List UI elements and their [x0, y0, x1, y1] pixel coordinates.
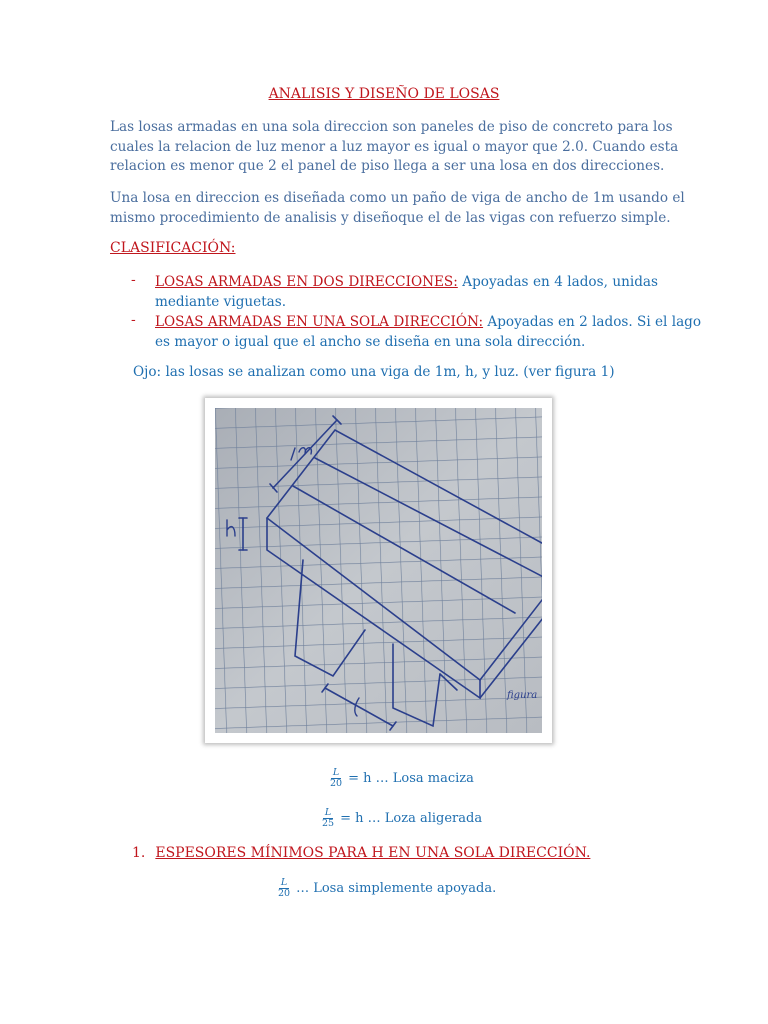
- formula-text: … Losa simplemente apoyada.: [296, 881, 497, 896]
- bullet-line: [155, 312, 702, 332]
- fraction-numerator: L: [324, 807, 332, 818]
- slab-sketch-drawing: [215, 408, 542, 733]
- bullet-line: es mayor o igual que el ancho se diseña en una sola dirección.: [155, 334, 586, 350]
- section-espesores-minimos: [132, 845, 590, 861]
- paragraph-definition: [110, 189, 685, 228]
- figure-1-slab-sketch: [205, 398, 552, 743]
- bullet-item-dos-direcciones: [155, 272, 658, 312]
- fraction-denominator: 25: [322, 818, 335, 829]
- fraction-numerator: L: [280, 877, 288, 888]
- bullet-description: Apoyadas en 2 lados. Si el lago: [483, 314, 702, 330]
- formula-losa-maciza: [328, 768, 474, 789]
- fraction: [320, 808, 336, 829]
- bullet-label: LOSAS ARMADAS EN UNA SOLA DIRECCIÓN:: [155, 314, 484, 330]
- paragraph-line: Las losas armadas en una sola direccion son paneles de piso de concreto para los: [110, 119, 673, 135]
- paragraph-intro: [110, 118, 679, 177]
- document-title: ANALISIS Y DISEÑO DE LOSAS: [268, 86, 500, 102]
- fraction-denominator: 20: [330, 778, 343, 789]
- label-figura: figura: [507, 690, 538, 701]
- paragraph-line: relacion es menor que 2 el panel de piso llega a ser una losa en dos direcciones.: [110, 158, 665, 174]
- section-title: ESPESORES MÍNIMOS PARA H EN UNA SOLA DIRECCIÓN.: [155, 845, 591, 861]
- paragraph-line: mismo procedimiento de analisis y diseñoque el de las vigas con refuerzo simple.: [110, 209, 671, 226]
- formula-simplemente-apoyada: [276, 878, 496, 899]
- bullet-item-una-direccion: [155, 312, 702, 352]
- fraction-denominator: 20: [278, 888, 291, 899]
- bullet-label: LOSAS ARMADAS EN DOS DIRECCIONES:: [155, 274, 458, 290]
- paragraph-line: Una losa en direccion es diseñada como un paño de viga de ancho de 1m usando el: [110, 190, 685, 206]
- fraction-numerator: L: [332, 767, 340, 778]
- formula-text: = h … Losa maciza: [348, 771, 474, 786]
- bullet-line: [155, 272, 658, 292]
- paragraph-line: cuales la relacion de luz menor a luz mayor es igual o mayor que 2.0. Cuando esta: [110, 138, 679, 155]
- formula-loza-aligerada: [320, 808, 482, 829]
- bullet-description: Apoyadas en 4 lados, unidas: [457, 274, 658, 290]
- formula-text: = h … Loza aligerada: [340, 811, 483, 826]
- section-number: 1.: [132, 845, 146, 861]
- clasificacion-heading: CLASIFICACIÓN:: [110, 240, 236, 256]
- note-text: Ojo: las losas se analizan como una viga de 1m, h, y luz. (ver figura 1): [133, 364, 615, 380]
- bullet-line: mediante viguetas.: [155, 294, 287, 310]
- bullet-marker: -: [131, 272, 136, 288]
- fraction: [328, 768, 344, 789]
- bullet-marker: -: [131, 312, 136, 328]
- fraction: [276, 878, 292, 899]
